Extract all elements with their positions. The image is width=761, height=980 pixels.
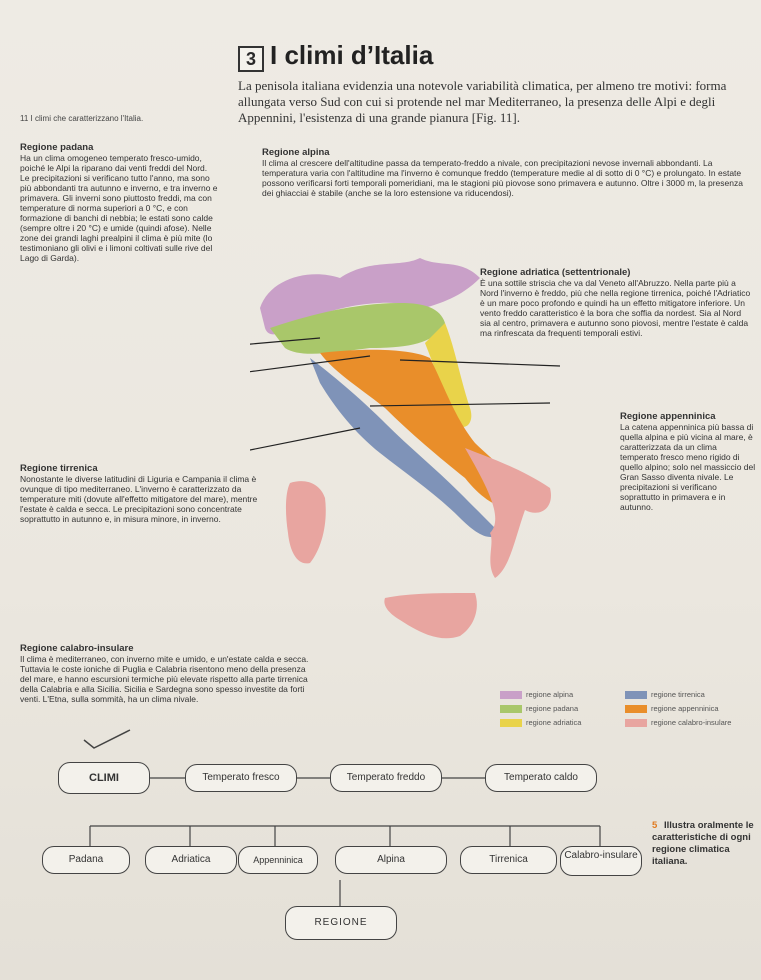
tirrenica-text: Nonostante le diverse latitudini di Liguria e Campania il clima è ovunque di tipo mediterraneo. L'inverno è caratterizzato da temperature miti (dovute all'effetto mitigatore del mare), mentre l'estate è calda e secca. Le precipitazioni sono concentrate soprattutto in autunno e, in misura minore, in inverno.	[20, 474, 258, 524]
legend-item	[500, 704, 625, 713]
legend-item	[625, 704, 755, 713]
type-box-1: Temperato fresco	[185, 764, 297, 792]
tirrenica-block	[20, 464, 260, 524]
sicily-shape	[384, 593, 477, 638]
exercise-text: Illustra oralmente le caratteristiche di ogni regione climatica italiana.	[652, 820, 754, 867]
appenninica-block	[620, 412, 756, 512]
region-box-5: Tirrenica	[460, 846, 557, 874]
diagram-bottom-box: REGIONE	[285, 906, 397, 940]
concept-diagram	[40, 748, 650, 968]
legend-label: regione appenninica	[651, 704, 719, 713]
page-title: I climi d’Italia	[270, 40, 434, 70]
appenninica-text: La catena appenninica più bassa di quella alpina e più vicina al mare, è caratterizzata da un clima temperato fresco meno rigido di quello alpino; solo nel massiccio del Gran Sasso diventa nivale. Le precipitazioni si verificano soprattutto in primavera e in autunno.	[620, 422, 756, 512]
sardinia-shape	[286, 481, 326, 563]
adriatica-block	[480, 268, 754, 338]
padana-block	[20, 143, 218, 263]
exercise-number: 5	[652, 820, 658, 831]
legend-item	[500, 690, 625, 699]
type-box-2: Temperato freddo	[330, 764, 442, 792]
exercise-block	[652, 820, 760, 868]
legend-swatch	[500, 705, 522, 713]
alpina-title: Regione alpina	[262, 147, 330, 158]
legend-item	[625, 690, 755, 699]
legend-label: regione calabro-insulare	[651, 718, 732, 727]
region-box-4: Alpina	[335, 846, 447, 874]
figure-caption: 11 I climi che caratterizzano l'Italia.	[20, 114, 144, 123]
legend-label: regione alpina	[526, 690, 574, 699]
type-box-3: Temperato caldo	[485, 764, 597, 792]
tirrenica-title: Regione tirrenica	[20, 463, 98, 474]
map-legend	[500, 690, 755, 727]
legend-item	[625, 718, 755, 727]
padana-title: Regione padana	[20, 142, 94, 153]
region-box-2: Adriatica	[145, 846, 237, 874]
legend-swatch	[625, 705, 647, 713]
legend-swatch	[500, 719, 522, 727]
legend-swatch	[625, 691, 647, 699]
region-box-6: Calabro-insulare	[560, 846, 642, 876]
alpina-block	[262, 148, 752, 198]
legend-item	[500, 718, 625, 727]
region-box-3: Appenninica	[238, 846, 318, 874]
adriatica-text: È una sottile striscia che va dal Veneto all'Abruzzo. Nella parte più a Nord l'inverno è freddo, più che nella regione tirrenica, poiché l'Adriatico è un mare poco profondo e quindi ha un effetto mitigatore inferiore. Un vento freddo caratteristico è la bora che soffia da nordest. Sia al Nord sia al centro, primavera e autunno sono piovosi, mentre l'estate è calda ma rinfrescata da frequenti temporali estivi.	[480, 278, 751, 338]
legend-label: regione padana	[526, 704, 579, 713]
padana-text: Ha un clima omogeneo temperato fresco-umido, poiché le Alpi la riparano dai venti freddi del Nord. Le precipitazioni si verificano tutto l'anno, ma sono più abbondanti tra autunno e inverno, e tra inverno e primavera. Gli inverni sono piuttosto freddi, ma con temperature di norma superiori a 0 °C, e con formazione di banchi di nebbia; le estati sono calde (sempre oltre i 20 °C) e umide (quindi afose). Nelle zone dei grandi laghi prealpini il clima è più mite (lo testimoniano gli olivi e i limoni coltivati sulle rive del Lago di Garda).	[20, 153, 218, 263]
legend-swatch	[625, 719, 647, 727]
diagram-root-box: CLIMI	[58, 762, 150, 794]
section-number: 3	[238, 46, 264, 72]
calabro-title: Regione calabro-insulare	[20, 643, 134, 654]
appenninica-title: Regione appenninica	[620, 411, 716, 422]
legend-label: regione adriatica	[526, 718, 582, 727]
calabro-block	[20, 644, 310, 704]
legend-label: regione tirrenica	[651, 690, 705, 699]
region-box-1: Padana	[42, 846, 130, 874]
intro-paragraph: La penisola italiana evidenzia una notevole variabilità climatica, per almeno tre motivi: forma allungata verso Sud con cui si protende nel mar Mediterraneo, la presenza delle Alpi e degli Appennini, l'esistenza di una grande pianura [Fig. 11].	[238, 78, 727, 125]
checkmark-icon	[82, 728, 132, 750]
calabro-text: Il clima è mediterraneo, con inverno mite e umido, e un'estate calda e secca. Tuttavia le coste ioniche di Puglia e Calabria risentono meno della presenza del mare, e hanno escursioni termiche più elevate rispetto alla parte tirrenica della Calabria e alla Sicilia. Sicilia e Sardegna sono spesso investite da forti venti. L'Etna, sulla sommità, ha un clima nivale.	[20, 654, 309, 704]
adriatica-title: Regione adriatica (settentrionale)	[480, 267, 631, 278]
alpina-text: Il clima al crescere dell'altitudine passa da temperato-freddo a nivale, con precipitazioni nevose invernali abbondanti. La temperatura varia con l'altitudine ma l'inverno è comunque freddo (temperature medie al di sotto di 0 °C) e prolungato. In estate possono verificarsi forti temporali pomeridiani, ma le stagioni più piovose sono primavera e autunno. Oltre i 3000 m, la presenza dei ghiacciai è stabile (anche se la loro estensione va riducendosi).	[262, 158, 743, 198]
legend-swatch	[500, 691, 522, 699]
